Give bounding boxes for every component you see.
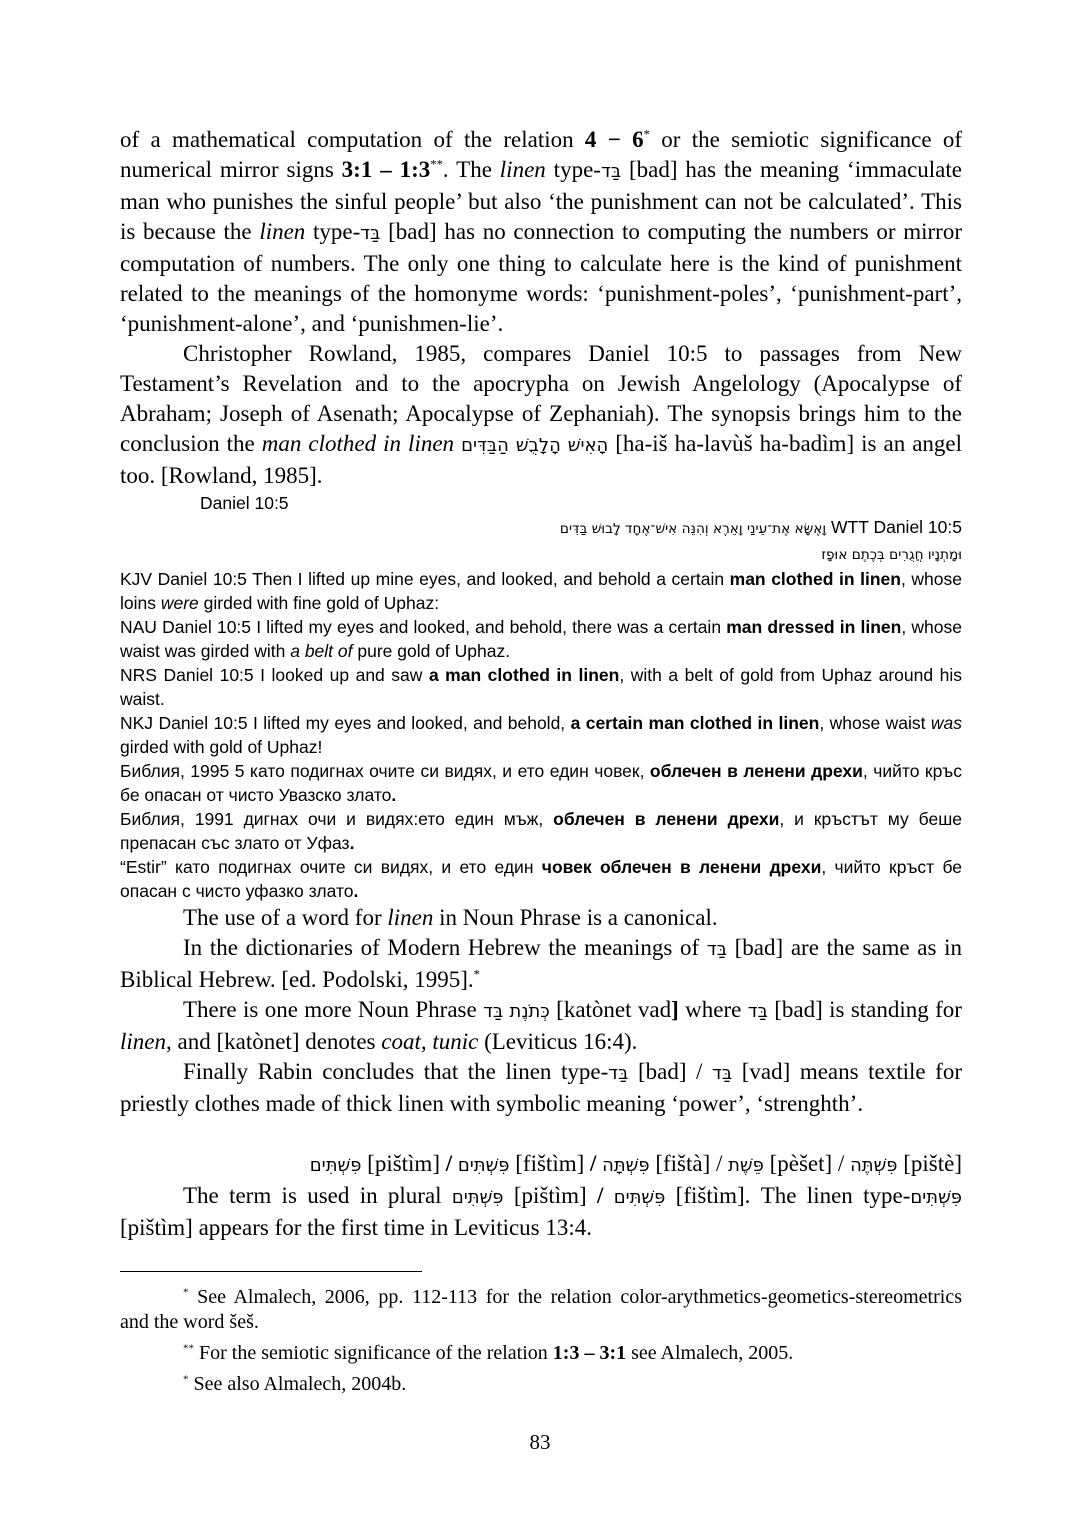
verse-nrs: NRS Daniel 10:5 I looked up and saw a man clothed in linen, with a belt of gold from Uphaz around his waist. — [120, 665, 962, 709]
verse-bible-1991: Библия, 1991 дигнах очи и видях:ето един мъж, облечен в ленени дрехи, и кръстът му беше препасан със злато от Уфаз. — [120, 809, 963, 853]
footnote: * See also Almalech, 2004b. — [183, 1373, 407, 1395]
footnote-divider — [120, 1271, 422, 1272]
paragraph-rowland: Christopher Rowland, 1985, compares Daniel 10:5 to passages from New Testament’s Revelation and to the apocrypha on Jewish Angelology (Apocalypse of Abraham; Joseph of Asenath; Apocalypse of Zephaniah). The synopsis brings him to the conclusion the man clothed in linen הָאִישׁ הָלָבֻשׁ הַבַּדִּים [ha-iš ha-lavùš ha-badìm] is an angel too. [Rowland, 1985]. — [120, 341, 963, 488]
footnote: * See Almalech, 2006, pp. 112-113 for the relation color-arythmetics-geometics-stereometrics and the word šeš. — [120, 1286, 962, 1333]
verse-nau: NAU Daniel 10:5 I lifted my eyes and looked, and behold, there was a certain man dressed in linen, whose waist was girded with a belt of pure gold of Uphaz. — [120, 617, 962, 661]
verse-estir: “Estir” като подигнах очите си видях, и ето един човек облечен в ленени дрехи, чийто кръст бе опасан с чисто уфазко злато. — [120, 857, 963, 901]
term-forms: פִּשְׁתִּים [pištìm] / פִּשְׁתִּים [fištìm] / פִּשְׁתָּה [fištà] / פֵּשֶׁת [pèšet] / פִּשְׁתֶּה [pištè] — [309, 1151, 962, 1176]
footnote: ** For the semiotic significance of the relation 1:3 – 3:1 see Almalech, 2005. — [183, 1342, 794, 1364]
verse-nkj: NKJ Daniel 10:5 I lifted my eyes and looked, and behold, a certain man clothed in linen, whose waist was girded with gold of Uphaz! — [120, 713, 963, 757]
paragraph-plural: The term is used in plural פִּשְׁתִּים [pištìm] / פִּשְׁתִּים [fištìm]. The linen type-פִּשְׁתִּים [pištìm] appears for the first time in Leviticus 13:4. — [120, 1183, 963, 1240]
verse-kjv: KJV Daniel 10:5 Then I lifted up mine eyes, and looked, and behold a certain man clothed in linen, whose loins were girded with fine gold of Uphaz: — [120, 569, 962, 613]
paragraph-rabin: Finally Rabin concludes that the linen type-בַּד [bad] / בַּד [vad] means textile for priestly clothes made of thick linen with symbolic meaning ‘power’, ‘strenghth’. — [120, 1059, 962, 1116]
footnotes — [120, 1285, 962, 1403]
verse-label: Daniel 10:5 — [200, 493, 289, 513]
page-number: 83 — [529, 1430, 551, 1454]
paragraph-katonet: There is one more Noun Phrase כְּתֹנֶת בַּד [katònet vad] where בַּד [bad] is standing for linen, and [katònet] denotes coat, tunic (Leviticus 16:4). — [120, 997, 962, 1054]
verse-bible-1995: Библия, 1995 5 като подигнах очите си видях, и ето един човек, облечен в ленени дрехи, чийто кръс бе опасан от чисто Увазско злато. — [120, 761, 962, 805]
paragraph-computation: of a mathematical computation of the relation 4 − 6* or the semiotic significance of numerical mirror signs 3:1 – 1:3**. The linen type-בַּד [bad] has the meaning ‘immaculate man who punishes the sinful people’ but also ‘the punishment can not be calculated’. This is because the linen type-בַּד [bad] has no connection to computing the numbers or mirror computation of numbers. The only one thing to calculate here is the kind of punishment related to the meanings of the homonyme words: ‘punishment-poles’, ‘punishment-part’, ‘punishment-alone’, and ‘punishmen-lie’. — [120, 127, 963, 336]
page-body — [120, 125, 962, 1243]
paragraph-modern-hebrew: In the dictionaries of Modern Hebrew the meanings of בַּד [bad] are the same as in Biblical Hebrew. [ed. Podolski, 1995].* — [120, 935, 962, 992]
paragraph-canonical: The use of a word for linen in Noun Phrase is a canonical. — [183, 905, 718, 930]
verse-wtt: וָאֶשָּׂא אֶת־עֵינַי וָאֵרֶא וְהִנֵּה אִישׁ־אֶחָד לָבוּשׁ בַּדִּים WTT Daniel 10:5 — [559, 517, 962, 537]
verse-block — [120, 491, 962, 903]
verse-wtt-continued: וּמָתְנָיו חֲגֻרִים בְּכֶתֶם אוּפָז — [821, 547, 962, 563]
